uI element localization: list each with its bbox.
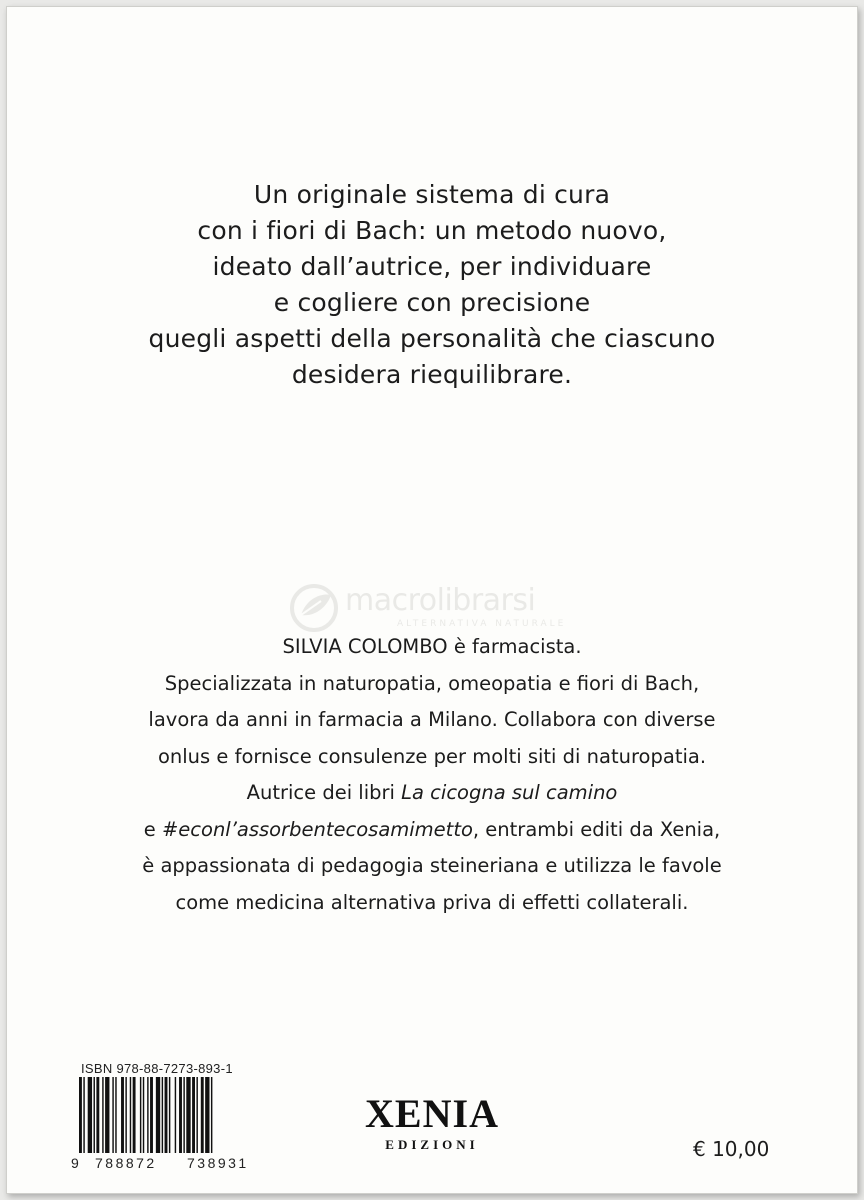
- bio-text: , entrambi editi da Xenia,: [472, 817, 721, 841]
- book-title: #econl’assorbentecosamimetto: [161, 817, 473, 841]
- author-bio: [7, 629, 857, 921]
- back-cover: [6, 6, 858, 1194]
- publisher-name: XENIA: [365, 1091, 499, 1136]
- watermark-tagline: ALTERNATIVA NATURALE: [397, 619, 567, 629]
- blurb-line: Un originale sistema di cura: [253, 180, 611, 209]
- bio-line: è appassionata di pedagogia steineriana e utilizza le favole: [142, 854, 722, 877]
- bio-text: e: [143, 817, 162, 841]
- barcode-digits-right: 738931: [187, 1155, 249, 1171]
- blurb-line: desidera riequilibrare.: [291, 360, 573, 389]
- leaf-circle-icon: [287, 581, 341, 635]
- blurb-line: quegli aspetti della personalità che ciascuno: [148, 324, 716, 353]
- blurb-line: con i fiori di Bach: un metodo nuovo,: [197, 216, 667, 245]
- bio-line: [7, 812, 857, 849]
- bio-line: onlus e fornisce consulenze per molti siti di naturopatia.: [157, 744, 707, 768]
- price: € 10,00: [693, 1137, 770, 1161]
- bio-line: come medicina alternativa priva di effetti collaterali.: [175, 890, 689, 914]
- bio-line: lavora da anni in farmacia a Milano. Collabora con diverse: [148, 708, 716, 731]
- bio-text: Autrice dei libri: [246, 781, 402, 804]
- barcode-digits-left: 788872: [95, 1155, 157, 1171]
- bio-line: Specializzata in naturopatia, omeopatia e fiori di Bach,: [164, 671, 700, 695]
- isbn-label: ISBN 978-88-7273-893-1: [81, 1061, 233, 1076]
- barcode-digit-first: 9: [71, 1155, 79, 1171]
- blurb-line: ideato dall’autrice, per individuare: [212, 252, 652, 281]
- book-title: La cicogna sul camino: [401, 781, 618, 804]
- blurb-text: [7, 177, 857, 393]
- bio-line: SILVIA COLOMBO è farmacista.: [282, 635, 582, 658]
- publisher-subtitle: EDIZIONI: [385, 1137, 479, 1152]
- bio-line: [7, 775, 857, 812]
- blurb-line: e cogliere con precisione: [273, 288, 591, 317]
- watermark-name: macrolibrarsi: [345, 583, 536, 618]
